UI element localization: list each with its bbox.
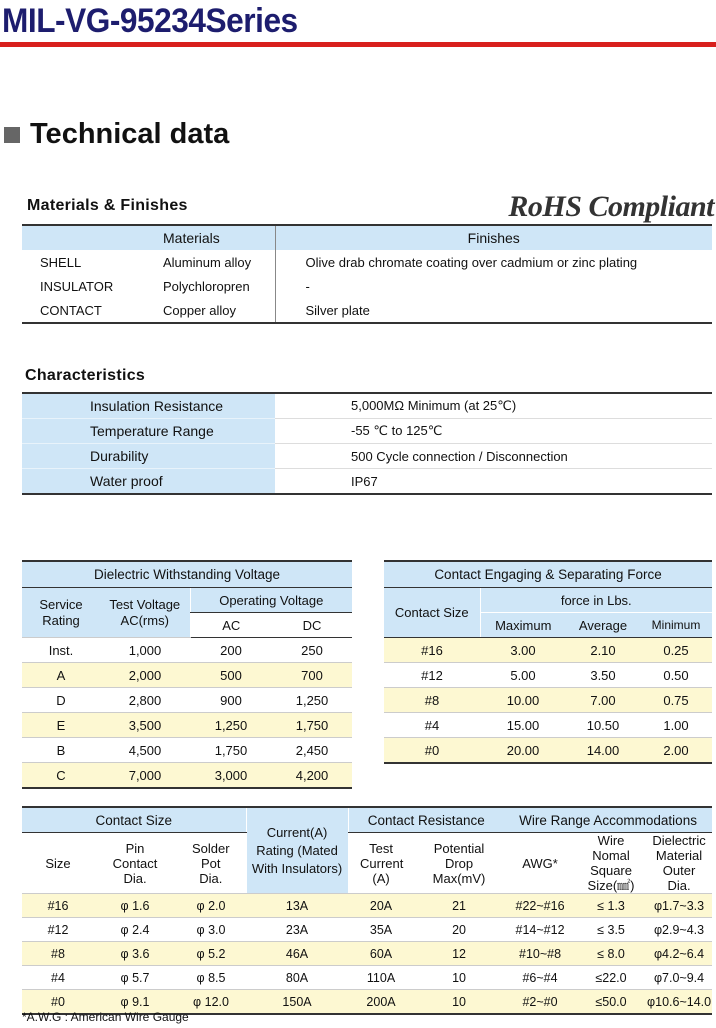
awg: #6~#4: [504, 966, 576, 990]
test-voltage: 4,500: [100, 738, 190, 763]
contact-size: #16: [384, 638, 480, 663]
contact-size: #8: [384, 688, 480, 713]
awg: #22~#16: [504, 894, 576, 918]
col-test-voltage: Test Voltage AC(rms): [100, 588, 190, 638]
test-current: 60A: [348, 942, 414, 966]
table-row: [22, 942, 712, 966]
table-row: [22, 250, 712, 274]
wire-size: ≤ 1.3: [576, 894, 646, 918]
section-title: Technical data: [30, 118, 230, 150]
force-avg: 7.00: [566, 688, 640, 713]
characteristic-value: 5,000MΩ Minimum (at 25℃): [275, 393, 712, 419]
operating-ac: 500: [190, 663, 272, 688]
title-underline: [0, 42, 716, 47]
table-row: [22, 894, 712, 918]
force-max: 3.00: [480, 638, 566, 663]
material-value: Copper alloy: [134, 298, 275, 323]
table-row: [384, 688, 712, 713]
table-row: [22, 298, 712, 323]
table-header-row: [22, 225, 712, 250]
awg: #2~#0: [504, 990, 576, 1015]
table-row: [22, 663, 352, 688]
test-voltage: 7,000: [100, 763, 190, 789]
table-row: [384, 663, 712, 688]
document-title: MIL-VG-95234Series: [2, 2, 298, 40]
pin-dia: φ 2.4: [94, 918, 176, 942]
col-dc: DC: [272, 613, 352, 638]
col-average: Average: [566, 613, 640, 638]
test-current: 200A: [348, 990, 414, 1015]
table-row: [22, 713, 352, 738]
service-rating: A: [22, 663, 100, 688]
wire-size: ≤22.0: [576, 966, 646, 990]
awg: #14~#12: [504, 918, 576, 942]
test-voltage: 1,000: [100, 638, 190, 663]
material-value: Aluminum alloy: [134, 250, 275, 274]
contact-size: #8: [22, 942, 94, 966]
awg-footnote: *A.W.G : American Wire Gauge: [22, 1010, 189, 1024]
col-contact-size: Contact Size: [384, 588, 480, 638]
current-rating: 150A: [246, 990, 348, 1015]
service-rating: B: [22, 738, 100, 763]
finish-value: Silver plate: [305, 302, 370, 318]
current-rating: 80A: [246, 966, 348, 990]
table-row: [384, 638, 712, 663]
service-rating: E: [22, 713, 100, 738]
operating-dc: 1,250: [272, 688, 352, 713]
table-row: [22, 419, 712, 444]
characteristics-table: [22, 392, 712, 495]
solder-dia: φ 12.0: [176, 990, 246, 1015]
characteristic-label: Insulation Resistance: [22, 393, 275, 419]
finish-value: Olive drab chromate coating over cadmium or zinc plating: [305, 254, 638, 270]
operating-ac: 1,250: [190, 713, 272, 738]
operating-dc: 1,750: [272, 713, 352, 738]
solder-dia: φ 8.5: [176, 966, 246, 990]
characteristic-label: Durability: [22, 444, 275, 469]
potential-drop: 12: [414, 942, 504, 966]
force-avg: 14.00: [566, 738, 640, 764]
part-name: SHELL: [40, 254, 82, 270]
outer-dia: φ7.0~9.4: [646, 966, 712, 990]
service-rating: C: [22, 763, 100, 789]
pin-dia: φ 1.6: [94, 894, 176, 918]
col-force: force in Lbs.: [480, 588, 712, 613]
potential-drop: 21: [414, 894, 504, 918]
force-min: 2.00: [640, 738, 712, 764]
potential-drop: 20: [414, 918, 504, 942]
dielectric-voltage-table: [22, 560, 352, 789]
contact-size: #12: [22, 918, 94, 942]
potential-drop: 10: [414, 966, 504, 990]
col-awg: AWG*: [504, 833, 576, 894]
wire-size: ≤ 3.5: [576, 918, 646, 942]
force-min: 0.50: [640, 663, 712, 688]
force-max: 10.00: [480, 688, 566, 713]
test-current: 35A: [348, 918, 414, 942]
test-current: 110A: [348, 966, 414, 990]
outer-dia: φ10.6~14.0: [646, 990, 712, 1015]
rohs-badge: RoHS Compliant: [508, 190, 714, 223]
test-voltage: 2,800: [100, 688, 190, 713]
pin-dia: φ 3.6: [94, 942, 176, 966]
table-row: [22, 638, 352, 663]
wire-size: ≤50.0: [576, 990, 646, 1015]
table-row: [22, 444, 712, 469]
force-max: 5.00: [480, 663, 566, 688]
col-potential-drop: Potential Drop Max(mV): [414, 833, 504, 894]
awg: #10~#8: [504, 942, 576, 966]
characteristics-heading: Characteristics: [25, 367, 146, 384]
col-solder-dia: Solder Pot Dia.: [176, 833, 246, 894]
table-row: [22, 274, 712, 298]
operating-ac: 1,750: [190, 738, 272, 763]
table-row: [384, 713, 712, 738]
table-row: [22, 763, 352, 789]
material-value: Polychloropren: [134, 274, 275, 298]
col-current-rating: Current(A) Rating (Mated With Insulators): [246, 807, 348, 894]
col-contact-resistance: Contact Resistance: [348, 807, 504, 833]
col-wire-range: Wire Range Accommodations: [504, 807, 712, 833]
pin-dia: φ 9.1: [94, 990, 176, 1015]
solder-dia: φ 3.0: [176, 918, 246, 942]
table-row: [384, 738, 712, 764]
col-operating-voltage: Operating Voltage: [190, 588, 352, 613]
operating-dc: 4,200: [272, 763, 352, 789]
finish-value: -: [305, 278, 310, 294]
test-voltage: 3,500: [100, 713, 190, 738]
col-finishes: Finishes: [275, 225, 712, 250]
current-rating: 23A: [246, 918, 348, 942]
outer-dia: φ4.2~6.4: [646, 942, 712, 966]
table-row: [22, 393, 712, 419]
engaging-title: Contact Engaging & Separating Force: [384, 561, 712, 588]
col-outer-dia: Dielectric Material Outer Dia.: [646, 833, 712, 894]
table-row: [22, 469, 712, 495]
contact-size: #12: [384, 663, 480, 688]
pin-dia: φ 5.7: [94, 966, 176, 990]
contact-size: #16: [22, 894, 94, 918]
col-minimum: Minimum: [640, 613, 712, 638]
test-voltage: 2,000: [100, 663, 190, 688]
table-row: [22, 918, 712, 942]
part-name: CONTACT: [40, 302, 102, 318]
dielectric-title: Dielectric Withstanding Voltage: [22, 561, 352, 588]
operating-dc: 700: [272, 663, 352, 688]
table-row: [22, 738, 352, 763]
col-test-current: Test Current (A): [348, 833, 414, 894]
materials-table: [22, 224, 712, 324]
engaging-force-table: [384, 560, 712, 764]
characteristic-label: Temperature Range: [22, 419, 275, 444]
col-size: Size: [22, 833, 94, 894]
wire-size: ≤ 8.0: [576, 942, 646, 966]
materials-heading: Materials & Finishes: [27, 197, 188, 214]
contact-size: #0: [22, 990, 94, 1015]
table-row: [22, 688, 352, 713]
contact-size: #0: [384, 738, 480, 764]
contact-size: #4: [22, 966, 94, 990]
force-max: 20.00: [480, 738, 566, 764]
force-min: 0.25: [640, 638, 712, 663]
force-avg: 10.50: [566, 713, 640, 738]
square-bullet-icon: [4, 127, 20, 143]
force-avg: 2.10: [566, 638, 640, 663]
contact-spec-table: [22, 806, 712, 1015]
characteristic-value: IP67: [351, 473, 378, 489]
section-heading: [4, 118, 229, 151]
col-pin-dia: Pin Contact Dia.: [94, 833, 176, 894]
operating-ac: 200: [190, 638, 272, 663]
characteristic-value: -55 ℃ to 125℃: [275, 419, 712, 444]
operating-ac: 900: [190, 688, 272, 713]
service-rating: Inst.: [22, 638, 100, 663]
solder-dia: φ 5.2: [176, 942, 246, 966]
outer-dia: φ2.9~4.3: [646, 918, 712, 942]
table-row: [22, 966, 712, 990]
col-contact-size: Contact Size: [22, 807, 246, 833]
col-materials: Materials: [134, 225, 275, 250]
current-rating: 46A: [246, 942, 348, 966]
operating-dc: 2,450: [272, 738, 352, 763]
potential-drop: 10: [414, 990, 504, 1015]
force-max: 15.00: [480, 713, 566, 738]
col-service-rating: Service Rating: [22, 588, 100, 638]
force-avg: 3.50: [566, 663, 640, 688]
col-maximum: Maximum: [480, 613, 566, 638]
test-current: 20A: [348, 894, 414, 918]
force-min: 0.75: [640, 688, 712, 713]
operating-dc: 250: [272, 638, 352, 663]
contact-size: #4: [384, 713, 480, 738]
characteristic-label: Water proof: [22, 469, 275, 495]
characteristic-value: 500 Cycle connection / Disconnection: [275, 444, 712, 469]
outer-dia: φ1.7~3.3: [646, 894, 712, 918]
part-name: INSULATOR: [40, 278, 114, 294]
service-rating: D: [22, 688, 100, 713]
solder-dia: φ 2.0: [176, 894, 246, 918]
operating-ac: 3,000: [190, 763, 272, 789]
col-wire-square-size: Wire Nomal Square Size(㎟): [576, 833, 646, 894]
col-ac: AC: [190, 613, 272, 638]
force-min: 1.00: [640, 713, 712, 738]
current-rating: 13A: [246, 894, 348, 918]
